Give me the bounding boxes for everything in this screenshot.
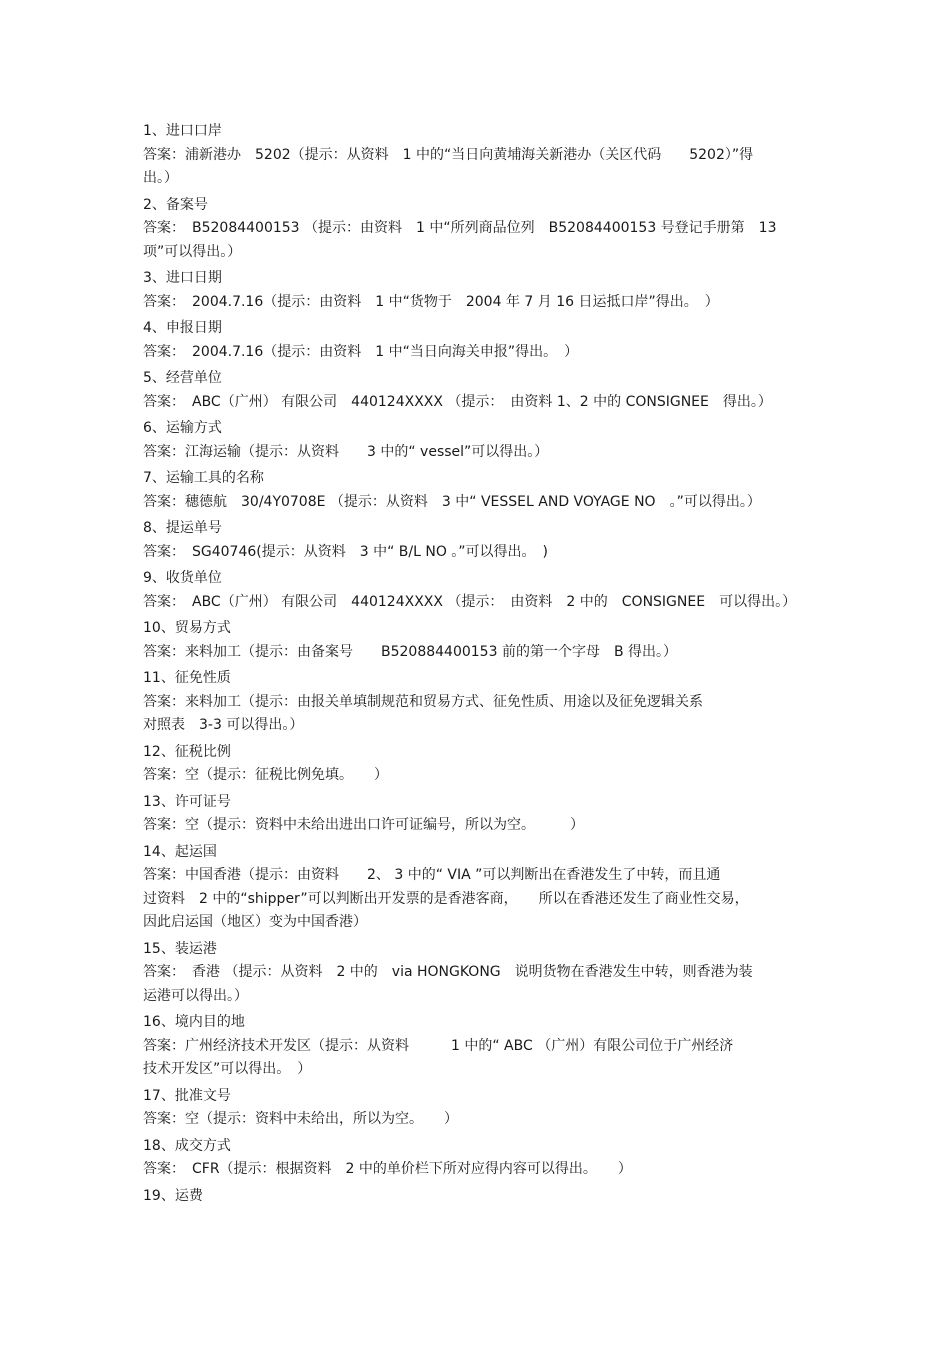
question-title: 13、许可证号 bbox=[143, 793, 231, 810]
answer-text bbox=[143, 491, 813, 515]
question-title: 8、提运单号 bbox=[143, 520, 222, 536]
list-item bbox=[143, 367, 813, 414]
answer-line: 因此启运国（地区）变为中国香港） bbox=[143, 914, 367, 930]
answer-text bbox=[143, 1035, 813, 1082]
answer-text bbox=[143, 541, 813, 565]
list-item bbox=[143, 791, 813, 838]
question-title: 7、运输工具的名称 bbox=[143, 470, 264, 486]
question-title: 15、装运港 bbox=[143, 940, 217, 957]
question-title: 3、进口日期 bbox=[143, 270, 222, 286]
answer-line: 答案： SG40746(提示：从资料 3 中“ B/L NO 。”可以得出。 ) bbox=[143, 543, 549, 560]
answer-line: 答案：空（提示：资料中未给出进出口许可证编号，所以为空。 ） bbox=[143, 817, 584, 833]
answer-text bbox=[143, 341, 813, 365]
list-item bbox=[143, 617, 813, 664]
answer-text bbox=[143, 1158, 813, 1182]
answer-text bbox=[143, 864, 813, 935]
question-title: 9、收货单位 bbox=[143, 570, 222, 586]
answer-line: 运港可以得出。） bbox=[143, 987, 248, 1004]
answer-text bbox=[143, 217, 813, 264]
answer-line: 答案： CFR（提示：根据资料 2 中的单价栏下所对应得内容可以得出。 ） bbox=[143, 1161, 632, 1177]
answer-text bbox=[143, 144, 813, 191]
answer-line: 答案： 香港 （提示：从资料 2 中的 via HONGKONG 说明货物在香港发生中转，则香港为装 bbox=[143, 964, 753, 980]
answer-text bbox=[143, 1108, 813, 1132]
question-title: 2、备案号 bbox=[143, 196, 208, 213]
answer-text bbox=[143, 814, 813, 838]
answer-line: 答案：穗德航 30/4Y0708E （提示：从资料 3 中“ VESSEL AND VOYAGE NO 。”可以得出。） bbox=[143, 493, 761, 510]
answer-line: 答案： ABC（广州） 有限公司 440124XXXX （提示： 由资料 1、2 中的 CONSIGNEE 得出。） bbox=[143, 393, 772, 410]
answer-text bbox=[143, 291, 813, 315]
list-item bbox=[143, 467, 813, 514]
answer-line: 答案：中国香港（提示：由资料 2、 3 中的“ VIA ”可以判断出在香港发生了中转，而且通 bbox=[143, 867, 721, 883]
answer-line: 答案： 2004.7.16（提示：由资料 1 中“当日向海关申报”得出。 ） bbox=[143, 343, 579, 360]
answer-line: 答案：空（提示：征税比例免填。 ） bbox=[143, 767, 388, 783]
answer-line: 答案：广州经济技术开发区（提示：从资料 1 中的“ ABC （广州）有限公司位于广州经济 bbox=[143, 1037, 734, 1054]
list-item bbox=[143, 317, 813, 364]
answer-text bbox=[143, 591, 813, 615]
answer-line: 答案： ABC（广州） 有限公司 440124XXXX （提示： 由资料 2 中的 CONSIGNEE 可以得出。） bbox=[143, 593, 797, 610]
answer-line: 答案：来料加工（提示：由报关单填制规范和贸易方式、征免性质、用途以及征免逻辑关系 bbox=[143, 693, 703, 710]
answer-line: 出。） bbox=[143, 170, 178, 186]
question-title: 16、境内目的地 bbox=[143, 1014, 245, 1030]
question-title: 17、批准文号 bbox=[143, 1087, 231, 1104]
answer-text bbox=[143, 961, 813, 1008]
answer-line: 答案：空（提示：资料中未给出，所以为空。 ） bbox=[143, 1111, 458, 1127]
question-title: 14、起运国 bbox=[143, 843, 217, 860]
list-item bbox=[143, 1011, 813, 1082]
answer-line: 技术开发区”可以得出。 ） bbox=[143, 1061, 312, 1077]
list-item bbox=[143, 267, 813, 314]
answer-line: 答案： B52084400153 （提示：由资料 1 中“所列商品位列 B52084400153 号登记手册第 13 bbox=[143, 220, 777, 236]
list-item bbox=[143, 120, 813, 191]
answer-line: 过资料 2 中的“shipper”可以判断出开发票的是香港客商， 所以在香港还发生了商业性交易， bbox=[143, 890, 749, 907]
question-title: 5、经营单位 bbox=[143, 370, 222, 386]
answer-text bbox=[143, 441, 813, 465]
list-item bbox=[143, 938, 813, 1009]
question-title: 19、运费 bbox=[143, 1187, 203, 1204]
question-title: 6、运输方式 bbox=[143, 420, 222, 436]
list-item bbox=[143, 194, 813, 265]
answer-line: 对照表 3-3 可以得出。） bbox=[143, 717, 304, 733]
list-item bbox=[143, 1085, 813, 1132]
list-item bbox=[143, 1185, 813, 1209]
question-title: 10、贸易方式 bbox=[143, 620, 231, 636]
answer-line: 答案：来料加工（提示：由备案号 B520884400153 前的第一个字母 B 得出。） bbox=[143, 643, 677, 660]
list-item bbox=[143, 1135, 813, 1182]
list-item bbox=[143, 517, 813, 564]
question-title: 12、征税比例 bbox=[143, 743, 231, 760]
question-title: 4、申报日期 bbox=[143, 320, 222, 336]
answer-text bbox=[143, 641, 813, 665]
question-title: 1、进口口岸 bbox=[143, 123, 222, 139]
list-item bbox=[143, 667, 813, 738]
list-item bbox=[143, 417, 813, 464]
answer-line: 答案： 2004.7.16（提示：由资料 1 中“货物于 2004 年 7 月 16 日运抵口岸”得出。 ） bbox=[143, 293, 719, 310]
answer-line: 答案：江海运输（提示：从资料 3 中的“ vessel”可以得出。） bbox=[143, 443, 549, 460]
list-item bbox=[143, 841, 813, 935]
answer-text bbox=[143, 391, 813, 415]
answer-list bbox=[143, 120, 813, 1211]
answer-text bbox=[143, 764, 813, 788]
question-title: 11、征免性质 bbox=[143, 670, 231, 686]
list-item bbox=[143, 741, 813, 788]
list-item bbox=[143, 567, 813, 614]
answer-line: 答案：浦新港办 5202（提示：从资料 1 中的“当日向黄埔海关新港办（关区代码 5202）”得 bbox=[143, 146, 754, 163]
answer-text bbox=[143, 691, 813, 738]
answer-line: 项”可以得出。） bbox=[143, 243, 242, 260]
question-title: 18、成交方式 bbox=[143, 1137, 231, 1154]
